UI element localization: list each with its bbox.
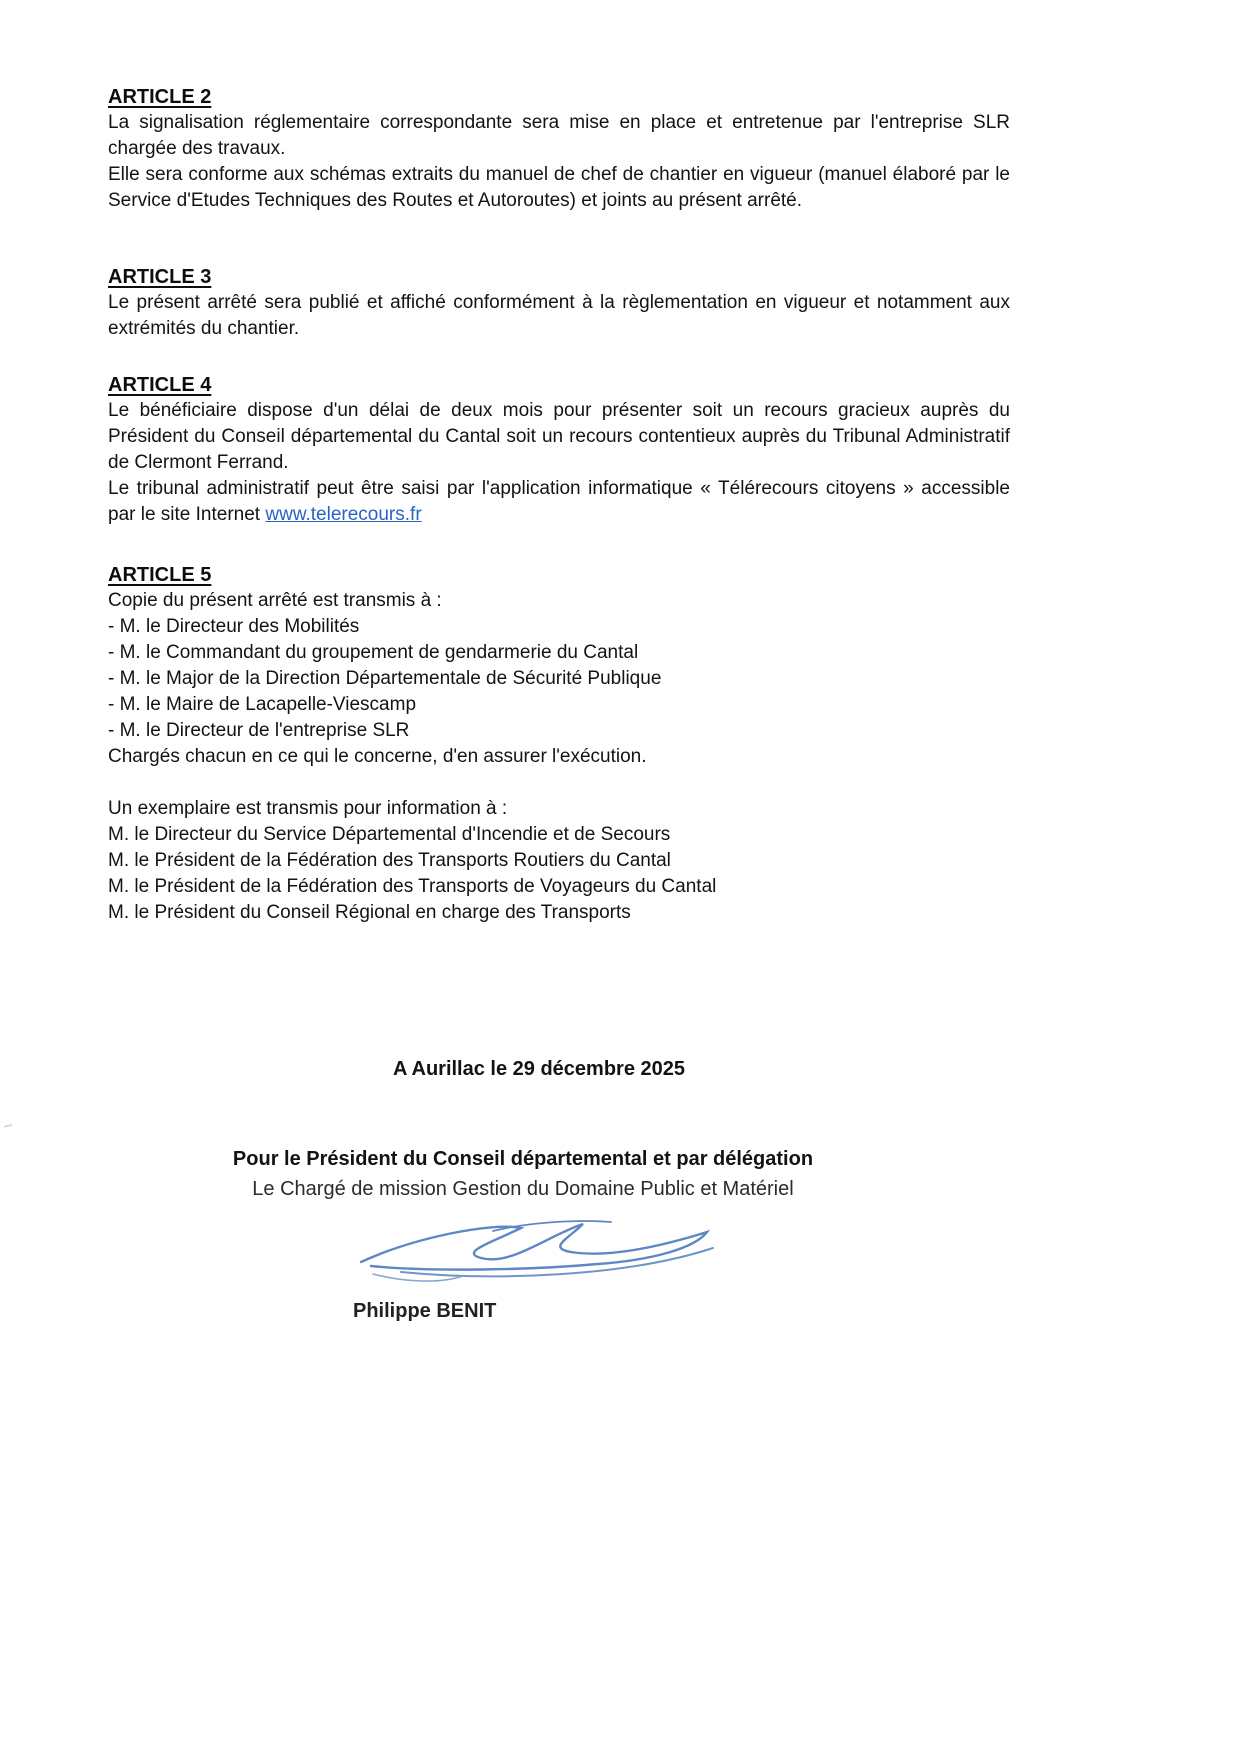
info-recipient-item: M. le Directeur du Service Départemental d'Incendie et de Secours	[108, 824, 671, 845]
article-4-heading: ARTICLE 4	[108, 374, 212, 396]
signatory-name: Philippe BENIT	[353, 1300, 497, 1322]
info-recipient-item: M. le Président du Conseil Régional en charge des Transports	[108, 902, 631, 923]
signature-block	[203, 1056, 843, 1324]
handwritten-signature	[203, 1208, 843, 1294]
article-3-heading: ARTICLE 3	[108, 266, 212, 288]
article-5-heading: ARTICLE 5	[108, 564, 212, 586]
article-2-paragraph-2: Elle sera conforme aux schémas extraits du manuel de chef de chantier en vigueur (manuel élaboré par le Service d'Etudes Techniques des Routes et Autoroutes) et joints au présent arrêté.	[108, 164, 1010, 211]
copy-recipient-item: - M. le Directeur des Mobilités	[108, 616, 360, 637]
info-intro: Un exemplaire est transmis pour information à :	[108, 798, 508, 819]
copy-recipient-item: - M. le Maire de Lacapelle-Viescamp	[108, 694, 417, 715]
info-recipient-item: M. le Président de la Fédération des Transports de Voyageurs du Cantal	[108, 876, 717, 897]
article-5-intro: Copie du présent arrêté est transmis à :	[108, 590, 442, 611]
article-4-section	[108, 372, 1010, 528]
article-2-heading: ARTICLE 2	[108, 86, 212, 108]
article-4-paragraph-2-text: Le tribunal administratif peut être saisi par l'application informatique « Télérecours citoyens » accessible par le site Internet	[108, 478, 1010, 525]
date-place-line: A Aurillac le 29 décembre 2025	[392, 1058, 685, 1080]
role-line: Le Chargé de mission Gestion du Domaine Public et Matériel	[252, 1178, 794, 1200]
article-5-section	[108, 562, 1010, 926]
article-3-paragraph-1: Le présent arrêté sera publié et affiché conformément à la règlementation en vigueur et notamment aux extrémités du chantier.	[108, 292, 1010, 339]
telerecours-link[interactable]: www.telerecours.fr	[265, 504, 422, 525]
copy-recipient-item: - M. le Directeur de l'entreprise SLR	[108, 720, 410, 741]
article-2-section	[108, 84, 1010, 214]
copy-recipient-item: - M. le Commandant du groupement de gendarmerie du Cantal	[108, 642, 639, 663]
information-copy-block	[108, 796, 1010, 926]
article-4-paragraph-1: Le bénéficiaire dispose d'un délai de deux mois pour présenter soit un recours gracieux auprès du Président du Conseil départemental du Cantal soit un recours contentieux auprès du Tribunal Administratif de Clermont Ferrand.	[108, 400, 1010, 473]
info-recipient-item: M. le Président de la Fédération des Transports Routiers du Cantal	[108, 850, 671, 871]
copy-recipient-item: - M. le Major de la Direction Départementale de Sécurité Publique	[108, 668, 662, 689]
delegation-line: Pour le Président du Conseil départemental et par délégation	[232, 1148, 814, 1170]
article-4-paragraph-2	[108, 476, 1010, 528]
signature-ink-icon	[343, 1208, 723, 1294]
article-3-section	[108, 264, 1010, 342]
article-2-paragraph-1: La signalisation réglementaire correspondante sera mise en place et entretenue par l'entreprise SLR chargée des travaux.	[108, 112, 1010, 159]
article-5-execution-note: Chargés chacun en ce qui le concerne, d'en assurer l'exécution.	[108, 746, 647, 767]
scan-artifact: ~	[1, 1116, 16, 1137]
